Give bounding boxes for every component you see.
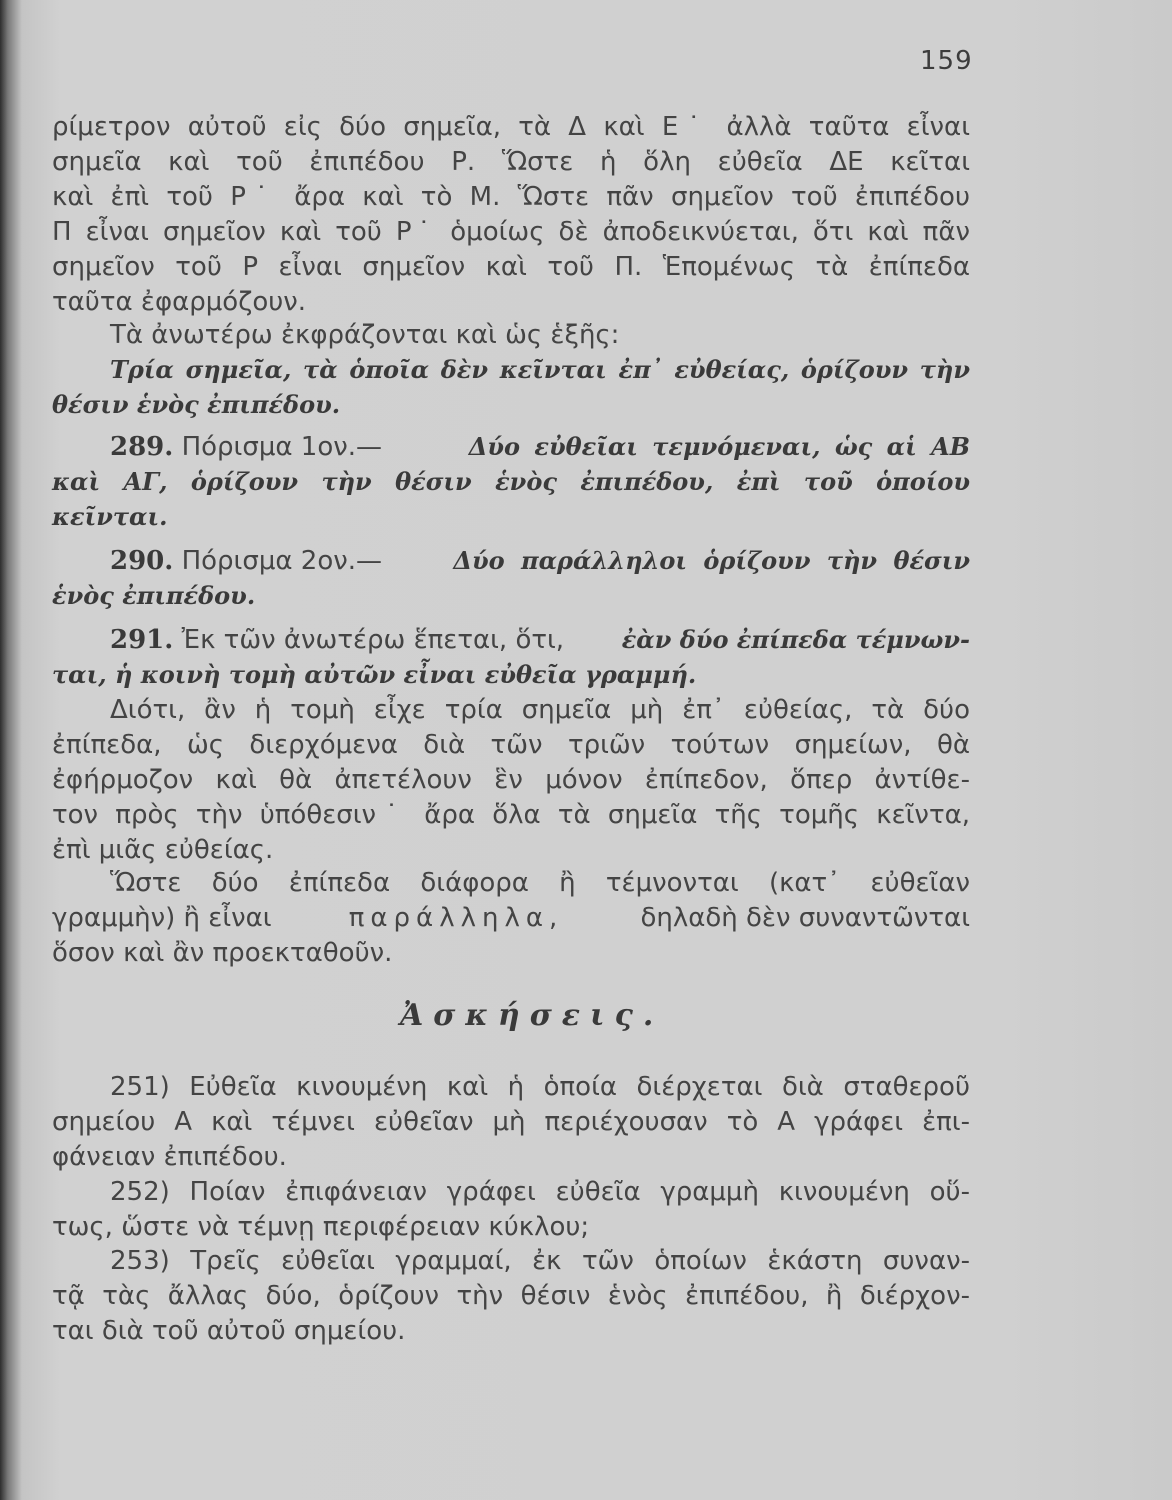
paragraph-291-italic: ἐὰν δύο ἐπίπεδα τέμνων- [621, 625, 970, 654]
text-line: Τὰ ἀνωτέρω ἐκφράζονται καὶ ὡς ἑξῆς: [110, 320, 620, 350]
proof-line: ἐπίπεδα, ὡς διερχόμενα διὰ τῶν τριῶν τούτων σημείων, θὰ [52, 730, 970, 760]
conclusion-line [52, 901, 970, 935]
paragraph-291-heading [110, 623, 970, 657]
porism-2-label: Πόρισμα 2ον.— [181, 546, 383, 576]
porism-2-line: ἑνὸς ἐπιπέδου. [52, 581, 256, 610]
exercise-line: φάνειαν ἐπιπέδου. [52, 1142, 287, 1172]
conclusion-line: Ὥστε δύο ἐπίπεδα διάφορα ἢ τέμνονται (κατ᾽ εὐθεῖαν [110, 868, 970, 898]
proof-line: ἐπὶ μιᾶς εὐθείας. [52, 835, 274, 865]
porism-1-text: Δύο εὐθεῖαι τεμνόμεναι, ὡς αἱ ΑΒ [468, 432, 970, 461]
page-number: 159 [920, 46, 973, 76]
conclusion-text: δηλαδὴ δὲν συναντῶνται [640, 903, 970, 933]
conclusion-emphasis: παράλληλα, [348, 903, 564, 933]
exercise-line: ται διὰ τοῦ αὐτοῦ σημείου. [52, 1316, 406, 1346]
text-line: Π εἶναι σημεῖον καὶ τοῦ Ρ˙ ὁμοίως δὲ ἀποδεικνύεται, ὅτι καὶ πᾶν [52, 217, 970, 247]
proof-line: Διότι, ἂν ἡ τομὴ εἶχε τρία σημεῖα μὴ ἐπ᾽ εὐθείας, τὰ δύο [110, 695, 970, 725]
exercise-line: 252) Ποίαν ἐπιφάνειαν γράφει εὐθεῖα γραμμὴ κινουμένη οὕ- [110, 1177, 970, 1207]
text-line: σημεῖα καὶ τοῦ ἐπιπέδου Ρ. Ὥστε ἡ ὅλη εὐθεῖα ΔΕ κεῖται [52, 147, 970, 177]
conclusion-line: ὅσον καὶ ἂν προεκταθοῦν. [52, 938, 393, 968]
theorem-line: Τρία σημεῖα, τὰ ὁποῖα δὲν κεῖνται ἐπ᾽ εὐθείας, ὁρίζουν τὴν [110, 355, 970, 384]
theorem-line: θέσιν ἑνὸς ἐπιπέδου. [52, 390, 341, 419]
text-line: ρίμετρον αὐτοῦ εἰς δύο σημεῖα, τὰ Δ καὶ Ε˙ ἀλλὰ ταῦτα εἶναι [52, 112, 970, 142]
proof-line: ἐφήρμοζον καὶ θὰ ἀπετέλουν ἓν μόνον ἐπίπεδον, ὅπερ ἀντίθε- [52, 765, 970, 795]
porism-1-line: κεῖνται. [52, 502, 168, 531]
porism-1-line: καὶ ΑΓ, ὁρίζουν τὴν θέσιν ἑνὸς ἐπιπέδου, ἐπὶ τοῦ ὁποίου [52, 467, 970, 496]
porism-1-heading [110, 430, 970, 464]
text-line: ταῦτα ἐφαρμόζουν. [52, 287, 307, 317]
exercise-line: 251) Εὐθεῖα κινουμένη καὶ ἡ ὁποία διέρχεται διὰ σταθεροῦ [110, 1072, 970, 1102]
conclusion-text: γραμμὴν) ἢ εἶναι [52, 903, 272, 933]
proof-line: τον πρὸς τὴν ὑπόθεσιν˙ ἄρα ὅλα τὰ σημεῖα τῆς τομῆς κεῖντα, [52, 800, 970, 830]
exercise-line: σημείου Α καὶ τέμνει εὐθεῖαν μὴ περιέχουσαν τὸ Α γράφει ἐπι- [52, 1107, 970, 1137]
paragraph-291-number: 291. [110, 625, 174, 655]
paragraph-291-text: Ἐκ τῶν ἀνωτέρω ἕπεται, ὅτι, [181, 625, 565, 655]
exercise-line: τως, ὥστε νὰ τέμνῃ περιφέρειαν κύκλου; [52, 1212, 590, 1242]
porism-2-number: 290. [110, 546, 174, 576]
text-line: καὶ ἐπὶ τοῦ Ρ˙ ἄρα καὶ τὸ Μ. Ὥστε πᾶν σημεῖον τοῦ ἐπιπέδου [52, 182, 970, 212]
porism-1-number: 289. [110, 432, 174, 462]
porism-1-label: Πόρισμα 1ον.— [181, 432, 383, 462]
porism-2-text: Δύο παράλληλοι ὁρίζουν τὴν θέσιν [453, 546, 970, 575]
exercise-line: τᾷ τὰς ἄλλας δύο, ὁρίζουν τὴν θέσιν ἑνὸς ἐπιπέδου, ἢ διέρχον- [52, 1281, 970, 1311]
exercises-heading: Ἀσκήσεις. [400, 998, 664, 1033]
text-line: σημεῖον τοῦ Ρ εἶναι σημεῖον καὶ τοῦ Π. Ἑπομένως τὰ ἐπίπεδα [52, 252, 970, 282]
porism-2-heading [110, 544, 970, 578]
exercise-line: 253) Τρεῖς εὐθεῖαι γραμμαί, ἐκ τῶν ὁποίων ἑκάστη συναν- [110, 1246, 970, 1276]
paragraph-291-line: ται, ἡ κοινὴ τομὴ αὐτῶν εἶναι εὐθεῖα γραμμή. [52, 660, 697, 689]
